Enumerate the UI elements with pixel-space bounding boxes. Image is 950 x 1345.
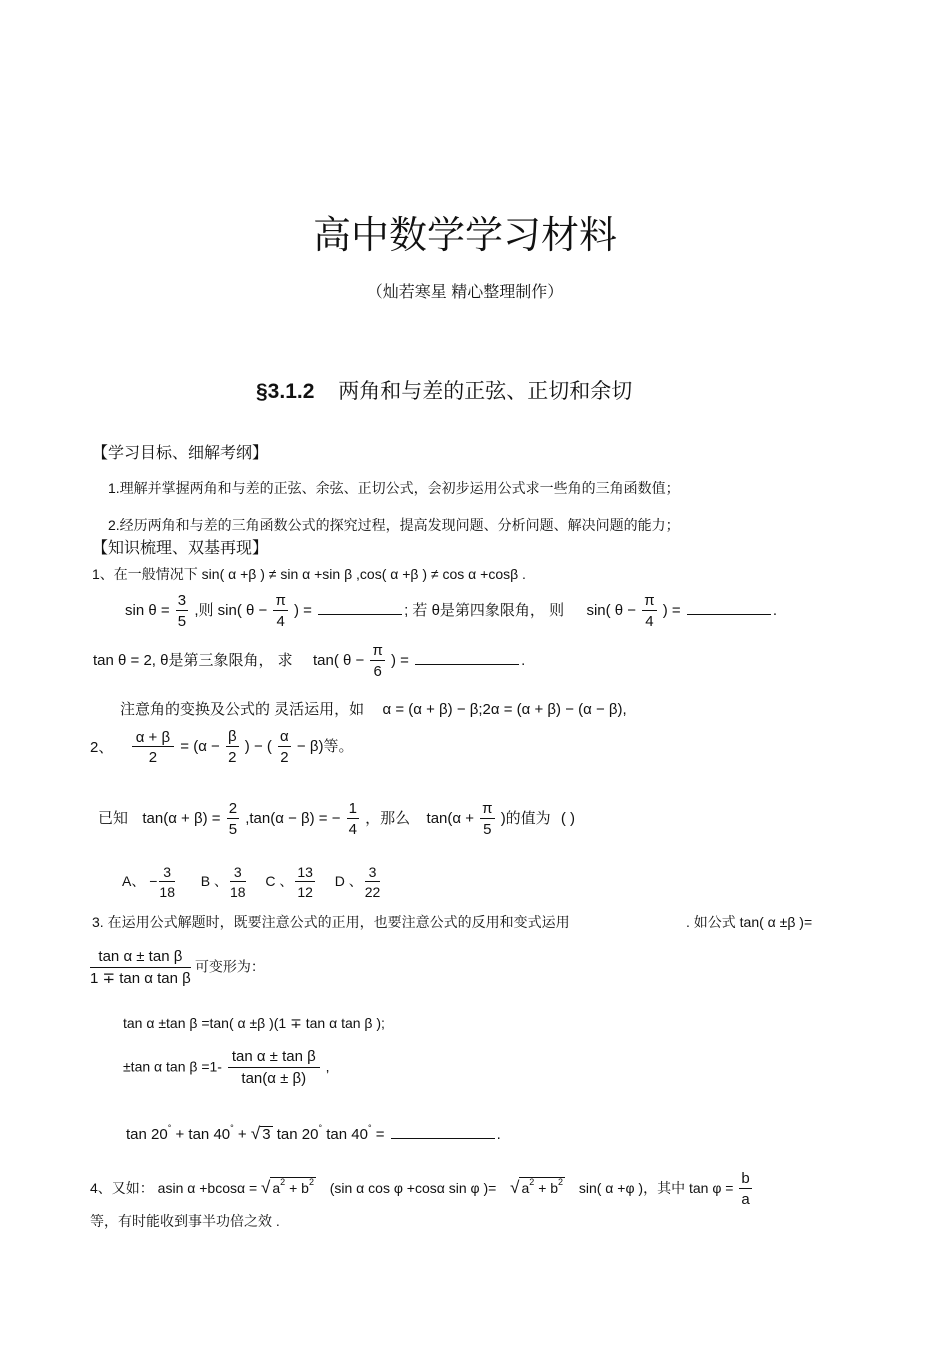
- q2-tan3: tan(α +: [426, 810, 474, 828]
- q4-c: sin( α +φ )，其中 tan φ =: [578, 1179, 734, 1196]
- q2-tan1: tan(α + β) =: [142, 810, 221, 828]
- q4-root-2: [519, 1177, 565, 1195]
- q4-fraction: [739, 1170, 751, 1209]
- q1-sin-label: sin θ =: [125, 602, 170, 620]
- q3-tan20: tan 20: [126, 1126, 168, 1143]
- q1-close-3: ) =: [391, 652, 409, 670]
- q2-pin: π: [480, 800, 494, 819]
- q2-note-text: 注意角的变换及公式的 灵活运用，如: [120, 701, 365, 718]
- q2-den-2: 2: [228, 749, 237, 767]
- goal-item-1: 1.理解并掌握两角和与差的正弦、余弦、正切公式，会初步运用公式求一些角的三角函数值；: [108, 480, 680, 496]
- goal-item-2: 2.经历两角和与差的三角函数公式的探究过程，提高发现问题、分析问题、解决问题的能力；: [108, 517, 680, 533]
- choice-a-label: A、 −: [122, 872, 158, 889]
- q1-pi-den: 4: [276, 613, 285, 631]
- q4-sq-3: 2: [529, 1176, 535, 1187]
- q1-cond: ; 若 θ是第四象限角， 则: [404, 602, 565, 620]
- q1-close-2: ) =: [662, 602, 681, 620]
- q4-line: [90, 1170, 754, 1209]
- choice-b-num: 3: [230, 864, 246, 882]
- q1-sin-num: 3: [176, 592, 188, 611]
- q2-given-line: [98, 800, 575, 839]
- q2-note-formula: α = (α + β) − β;2α = (α + β) − (α − β),: [382, 701, 627, 718]
- choice-b-frac: [230, 864, 246, 900]
- q4-plus-b-2: + b: [538, 1179, 559, 1196]
- q1-intro: 1、在一般情况下 sin( α +β ) ≠ sin α +sin β ,cos( α +β ) ≠ cos α +cosβ .: [92, 566, 526, 582]
- q2-given: 已知: [98, 810, 129, 828]
- q2-frac-pi5: [480, 800, 494, 839]
- q1-close: ) =: [293, 602, 312, 620]
- page-title: 高中数学学习材料: [312, 213, 617, 257]
- q2-num: α + β: [132, 729, 174, 747]
- choice-c-label: C 、: [265, 872, 294, 889]
- degree-symbol-3: °: [318, 1123, 323, 1133]
- choice-a-num: 3: [159, 864, 175, 882]
- q4-root-1: [270, 1177, 316, 1195]
- q3-end: .: [496, 1126, 501, 1143]
- q2-alpha: α: [278, 728, 291, 747]
- choice-d[interactable]: [334, 864, 383, 901]
- q4-a-var-2: a: [521, 1179, 530, 1196]
- q3-sqrt3: 3: [262, 1126, 271, 1143]
- q1-pi2-num: π: [642, 592, 656, 611]
- q1-blank-2[interactable]: [687, 613, 771, 615]
- sqrt-icon-2: √: [261, 1177, 271, 1197]
- choice-a-den: 18: [159, 884, 175, 901]
- q2-f2n: 1: [347, 800, 359, 819]
- choice-a-frac: [159, 864, 175, 900]
- q3-line-1: tan α ±tan β =tan( α ±β )(1 ∓ tan α tan β );: [123, 1015, 385, 1031]
- q1-blank-3[interactable]: [415, 663, 519, 665]
- q3-tan40: + tan 40: [175, 1126, 231, 1143]
- degree-symbol: °: [167, 1123, 172, 1133]
- section-title: 两角和与差的正弦、正切和余切: [338, 380, 633, 403]
- q4-tail: 等，有时能收到事半功倍之效 .: [90, 1213, 280, 1229]
- q2-then: ，那么: [365, 810, 411, 828]
- q4-sq-4: 2: [558, 1176, 564, 1187]
- q2-note: [120, 702, 627, 717]
- q3-can: 可变形为：: [194, 958, 265, 975]
- q3-line2-fraction: [228, 1048, 320, 1088]
- q1-end: .: [521, 652, 526, 670]
- choice-a[interactable]: [122, 864, 177, 901]
- choice-d-den: 22: [364, 884, 381, 901]
- q2-den-3: 2: [280, 749, 289, 767]
- q3-tan40-b: tan 40: [326, 1126, 368, 1143]
- choice-c-frac: [295, 864, 315, 900]
- q3-line-3: [126, 1124, 501, 1142]
- q4-sq-1: 2: [280, 1176, 286, 1187]
- choice-c[interactable]: [265, 864, 317, 901]
- q3-text-2: . 如公式 tan( α ±β )=: [686, 914, 813, 930]
- q1-sin-fraction: [176, 592, 188, 631]
- q2-eq: = (α −: [180, 738, 220, 756]
- choice-b-label: B 、: [200, 872, 228, 889]
- q4-b: (sin α cos φ +cosα sin φ )=: [329, 1179, 497, 1196]
- q1-pi-fraction-2: [642, 592, 656, 631]
- q3-line-2: [123, 1048, 330, 1088]
- q3-fraction-line: [90, 948, 265, 988]
- q2-f1d: 5: [228, 821, 238, 839]
- q2-line: [90, 728, 353, 767]
- author-line: （灿若寒星 精心整理制作）: [366, 284, 564, 301]
- q1-blank-1[interactable]: [318, 613, 402, 615]
- q1-sin-line: [125, 592, 777, 631]
- choice-d-frac: [365, 864, 381, 900]
- q3-line2-pre: ±tan α tan β =1-: [123, 1058, 222, 1075]
- q2-frac-2: [226, 728, 239, 767]
- q1-mid-text: ,则 sin( θ −: [194, 602, 268, 620]
- q3-line2-den: tan(α ± β): [241, 1070, 307, 1088]
- q2-label: 2、: [90, 738, 114, 756]
- sqrt-icon: √: [250, 1124, 261, 1143]
- q2-beta: β: [226, 728, 239, 747]
- q1-pi6-fraction: [370, 642, 384, 681]
- goals-heading: 【学习目标、细解考纲】: [92, 445, 269, 462]
- q1-tan-label: tan θ = 2, θ是第三象限角， 求: [93, 652, 293, 670]
- q1-pi-num: π: [273, 592, 287, 611]
- choice-c-den: 12: [297, 884, 313, 901]
- q1-pi6-num: π: [370, 642, 384, 661]
- choice-c-num: 13: [295, 864, 315, 882]
- q3-formula-fraction: [90, 948, 191, 988]
- q1-sin-den: 5: [177, 613, 187, 631]
- q4-sq-2: 2: [308, 1176, 314, 1187]
- q2-mid: ) − (: [244, 738, 272, 756]
- q2-frac-quarter: [347, 800, 359, 839]
- choices: [122, 864, 382, 900]
- q3-line2-num: tan α ± tan β: [228, 1048, 320, 1068]
- sqrt-icon-3: √: [510, 1177, 520, 1197]
- q3-line2-post: ,: [325, 1058, 330, 1075]
- q4-plus-b: + b: [289, 1179, 309, 1196]
- q3-num: tan α ± tan β: [90, 948, 191, 968]
- q4-a: 4、又如： asin α +bcosα =: [90, 1179, 258, 1196]
- q1-period: .: [772, 602, 778, 620]
- section-number: §3.1.2: [256, 380, 315, 403]
- q1-tan-line: [93, 642, 525, 681]
- q2-f2d: 4: [348, 821, 357, 839]
- q3-equals: =: [375, 1126, 385, 1143]
- q2-frac-two-fifths: [227, 800, 239, 839]
- q2-value: )的值为: [500, 810, 551, 828]
- q2-den: 2: [148, 748, 158, 766]
- q2-tail: − β)等。: [296, 738, 354, 756]
- knowledge-heading: 【知识梳理、双基再现】: [92, 540, 269, 557]
- q3-den: 1 ∓ tan α tan β: [90, 970, 191, 988]
- q2-frac-3: [278, 728, 291, 767]
- q3-tan20-b: tan 20: [276, 1126, 319, 1143]
- q3-text: 3. 在运用公式解题时，既要注意公式的正用，也要注意公式的反用和变式运用: [92, 914, 570, 930]
- q2-frac-1: [132, 729, 174, 767]
- q4-fn: b: [739, 1170, 751, 1189]
- choice-d-num: 3: [365, 864, 381, 882]
- q2-pid: 5: [483, 821, 492, 839]
- choice-b[interactable]: [200, 864, 248, 901]
- q3-plus: +: [237, 1126, 247, 1143]
- section-heading: [256, 381, 632, 402]
- q1-pi6-den: 6: [373, 663, 382, 681]
- q2-answer-paren[interactable]: ( ): [560, 810, 576, 828]
- q1-tan2-label: tan( θ −: [313, 652, 365, 670]
- choice-b-den: 18: [230, 884, 246, 901]
- q1-sin2: sin( θ −: [586, 602, 637, 620]
- q1-pi-fraction: [273, 592, 287, 631]
- choice-d-label: D 、: [334, 872, 363, 889]
- q1-pi2-den: 4: [645, 613, 654, 631]
- q3-blank[interactable]: [391, 1137, 495, 1139]
- q2-f1n: 2: [227, 800, 239, 819]
- q4-a-var: a: [272, 1179, 281, 1196]
- degree-symbol-2: °: [230, 1123, 234, 1133]
- q4-fd: a: [741, 1191, 750, 1209]
- q2-tan2: ,tan(α − β) = −: [245, 810, 341, 828]
- degree-symbol-4: °: [367, 1123, 372, 1133]
